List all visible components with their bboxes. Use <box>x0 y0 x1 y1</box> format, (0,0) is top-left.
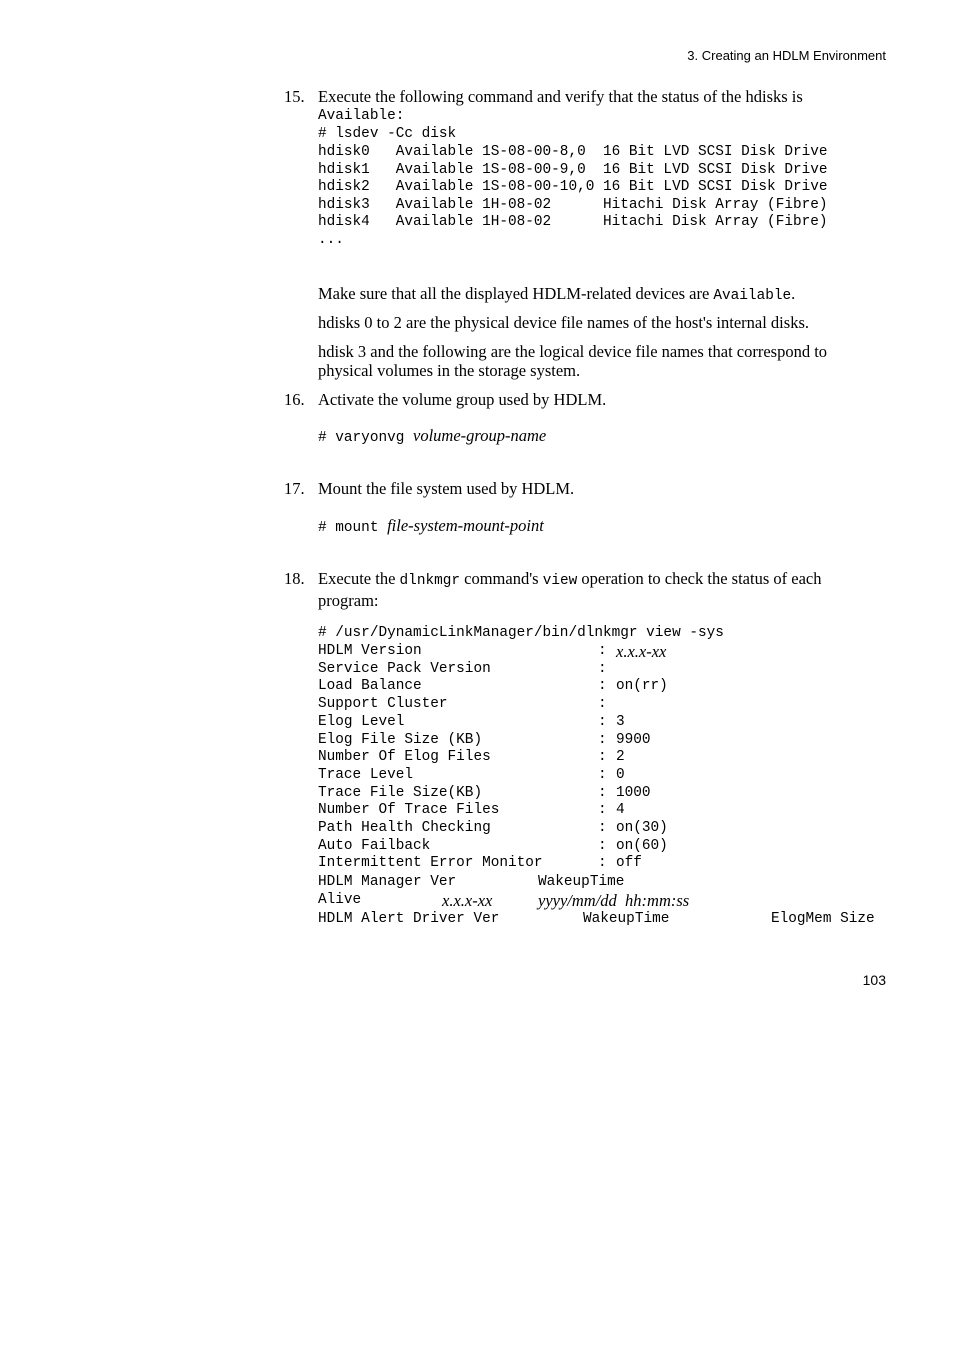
sys-line-colon: : <box>598 696 607 713</box>
sys-line-label: Trace File Size(KB) <box>318 784 483 801</box>
sys-line-label: Elog File Size (KB) <box>318 731 483 748</box>
step-16-text: Activate the volume group used by HDLM. <box>318 390 607 409</box>
text: command's <box>460 569 543 588</box>
sys-line-value: 9900 <box>616 731 651 748</box>
mount-cmd: # mount <box>318 520 388 536</box>
view-code: view <box>542 573 578 589</box>
mount-point-arg: file-system-mount-point <box>387 516 544 535</box>
sys-line-value: 4 <box>616 802 625 819</box>
mgr-ver-label: HDLM Manager Ver <box>318 874 457 890</box>
sys-line-label: Number Of Trace Files <box>318 802 500 819</box>
sys-line-label: Load Balance <box>318 678 422 695</box>
step-17-number: 17. <box>284 479 305 498</box>
step-18-text <box>318 569 878 610</box>
lsdev-row: hdisk1 Available 1S-08-00-9,0 16 Bit LVD SCSI Disk Drive <box>318 162 828 178</box>
note-code: Available <box>713 288 792 304</box>
sys-line-colon: : <box>598 766 607 783</box>
lsdev-row: hdisk3 Available 1H-08-02 Hitachi Disk Array (Fibre) <box>318 197 828 213</box>
step-17-text: Mount the file system used by HDLM. <box>318 479 575 498</box>
step-18-number: 18. <box>284 569 305 588</box>
lsdev-command: # lsdev -Cc disk <box>318 126 457 142</box>
note-internal-disks: hdisks 0 to 2 are the physical device file names of the host's internal disks. <box>318 313 809 332</box>
mount-command <box>318 517 544 538</box>
lsdev-row: hdisk0 Available 1S-08-00-8,0 16 Bit LVD SCSI Disk Drive <box>318 144 828 160</box>
alert-wakeup-label: WakeupTime <box>583 911 670 927</box>
sys-line-value: on(60) <box>616 837 668 854</box>
sys-line-colon: : <box>598 749 607 766</box>
varyonvg-cmd: # varyonvg <box>318 430 413 446</box>
sys-line-value: on(30) <box>616 820 668 836</box>
lsdev-row: hdisk4 Available 1H-08-02 Hitachi Disk Array (Fibre) <box>318 214 828 230</box>
sys-line-label: Intermittent Error Monitor <box>318 855 543 872</box>
sys-line-value: 0 <box>616 766 625 783</box>
sys-line-colon: : <box>598 731 607 748</box>
manager-header <box>318 874 456 892</box>
sys-line-value: 1000 <box>616 784 651 801</box>
alive-version: x.x.x-xx <box>442 891 493 910</box>
note-available <box>318 284 795 306</box>
alert-driver-ver-label: HDLM Alert Driver Ver <box>318 911 500 927</box>
text: operation to check the status of each program: <box>318 569 822 610</box>
sys-line-colon: : <box>598 660 607 677</box>
step-15-number: 15. <box>284 87 305 106</box>
sys-line-label: Elog Level <box>318 713 405 730</box>
sys-line-value: 2 <box>616 749 625 766</box>
available-code: Available <box>318 108 396 124</box>
step-15-text: Execute the following command and verify that the status of the hdisks is <box>318 87 803 106</box>
sys-line-label: Support Cluster <box>318 696 448 713</box>
sys-line-value: 3 <box>616 713 625 730</box>
sys-line-label: HDLM Version <box>318 643 422 659</box>
sys-line-value: on(rr) <box>616 678 668 695</box>
sys-line-colon: : <box>598 784 607 801</box>
sys-line-label: Service Pack Version <box>318 660 491 677</box>
varyonvg-command <box>318 427 546 448</box>
lsdev-row: hdisk2 Available 1S-08-00-10,0 16 Bit LVD SCSI Disk Drive <box>318 179 828 195</box>
sys-line-colon: : <box>598 820 607 836</box>
note-text: Make sure that all the displayed HDLM-related devices are <box>318 284 714 303</box>
sys-line-colon: : <box>598 713 607 730</box>
sys-line-value: off <box>616 855 642 872</box>
alive-label: Alive <box>318 892 362 908</box>
sys-line-value: x.x.x-xx <box>616 642 667 661</box>
elogmem-size-label: ElogMem Size <box>771 911 875 927</box>
running-header: 3. Creating an HDLM Environment <box>687 48 886 63</box>
sys-line-colon: : <box>598 802 607 819</box>
note-period: . <box>791 284 796 303</box>
sys-line-label: Path Health Checking <box>318 820 491 836</box>
sys-line-label: Number Of Elog Files <box>318 749 491 766</box>
sys-line-label: Auto Failback <box>318 837 431 854</box>
sys-line-colon: : <box>598 678 607 695</box>
lsdev-ellipsis: ... <box>318 232 344 248</box>
sys-line-colon: : <box>598 643 607 659</box>
alive-wakeup-time: yyyy/mm/dd hh:mm:ss <box>538 891 690 910</box>
dlnkmgr-code: dlnkmgr <box>399 573 460 589</box>
volume-group-arg: volume-group-name <box>413 426 547 445</box>
sys-line-colon: : <box>598 837 607 854</box>
text: Execute the <box>318 569 400 588</box>
step-15-code-word <box>318 108 404 126</box>
sys-line-colon: : <box>598 855 607 872</box>
colon: : <box>395 108 405 124</box>
view-sys-command: # /usr/DynamicLinkManager/bin/dlnkmgr view -sys <box>318 625 724 641</box>
manager-wakeup-label: WakeupTime <box>538 874 625 890</box>
step-16-number: 16. <box>284 390 305 409</box>
note-logical-disks: hdisk 3 and the following are the logical device file names that correspond to physical volumes in the storage system. <box>318 342 828 380</box>
page-number: 103 <box>862 972 886 988</box>
sys-line-label: Trace Level <box>318 766 413 783</box>
